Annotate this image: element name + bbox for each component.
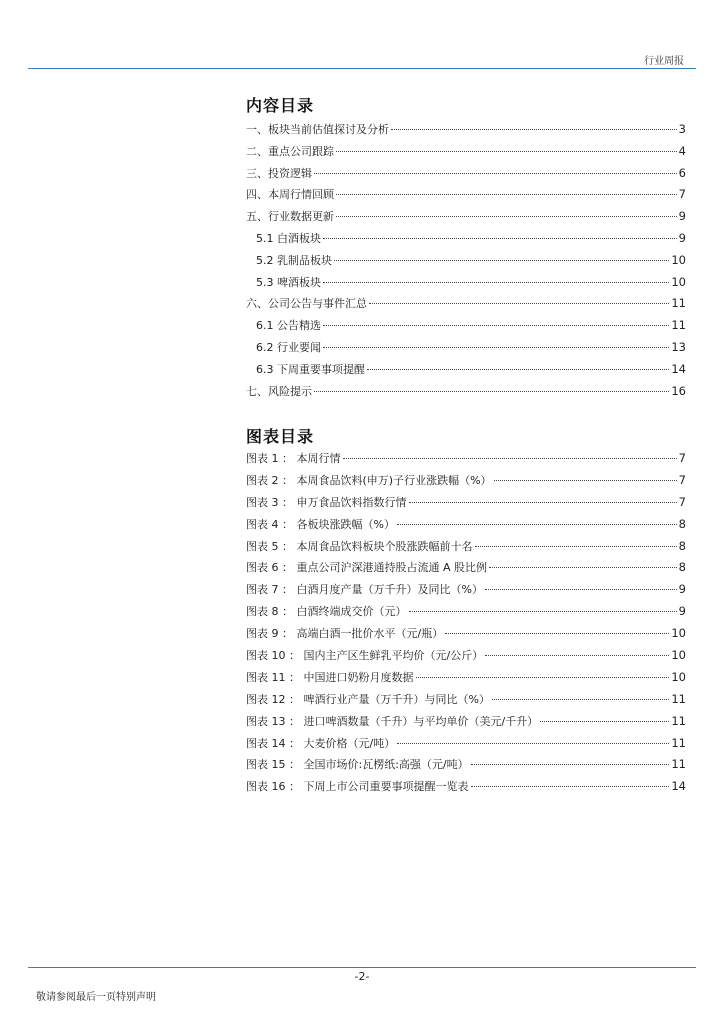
figure-entry-page-number: 8 (678, 538, 686, 553)
dot-leader (343, 458, 677, 459)
contents-entry-label: 5.3 啤酒板块 (256, 275, 321, 289)
figure-entry-page-number: 9 (678, 582, 686, 597)
figure-entry-label: 图表 8 ： 白酒终端成交价（元） (246, 605, 407, 619)
contents-entry-page-number: 11 (671, 296, 686, 311)
figure-entry[interactable] (246, 647, 686, 669)
contents-entry-page-number: 10 (671, 274, 686, 289)
contents-entry-label: 七、风险提示 (246, 384, 312, 398)
contents-entry-page-number: 3 (678, 122, 686, 136)
contents-entry[interactable] (246, 295, 686, 317)
figure-entry[interactable] (246, 516, 686, 538)
contents-entry[interactable] (246, 252, 686, 274)
contents-entry-label: 五、行业数据更新 (246, 210, 334, 224)
contents-entry[interactable] (246, 361, 686, 383)
contents-entry-label: 四、本周行情回顾 (246, 188, 334, 202)
dot-leader (492, 699, 669, 700)
dot-leader (485, 589, 677, 590)
figure-entry-page-number: 11 (671, 691, 686, 706)
figure-entry[interactable] (246, 669, 686, 691)
figure-entry[interactable] (246, 450, 686, 472)
figure-entry-label: 图表 15 ： 全国市场价:瓦楞纸:高强（元/吨） (246, 758, 469, 772)
contents-entry-page-number: 13 (671, 339, 686, 354)
contents-entry-label: 一、板块当前估值探讨及分析 (246, 123, 389, 136)
contents-entry[interactable] (246, 339, 686, 361)
figure-entry-page-number: 10 (671, 648, 686, 663)
dot-leader (489, 567, 677, 568)
contents-entry-label: 三、投资逻辑 (246, 166, 312, 180)
dot-leader (475, 546, 677, 547)
figure-entry-page-number: 10 (671, 669, 686, 684)
contents-entry[interactable] (246, 208, 686, 230)
figure-entry-page-number: 14 (671, 779, 686, 794)
contents-entry[interactable] (246, 165, 686, 187)
contents-entry-label: 6.1 公告精选 (256, 319, 321, 333)
figure-entry-label: 图表 2 ： 本周食品饮料(申万)子行业涨跌幅（%） (246, 473, 492, 487)
figure-entry[interactable] (246, 581, 686, 603)
contents-entry-label: 5.2 乳制品板块 (256, 253, 332, 267)
figure-entry[interactable] (246, 735, 686, 757)
dot-leader (397, 743, 669, 744)
dot-leader (336, 151, 677, 152)
contents-entry[interactable] (246, 186, 686, 208)
dot-leader (334, 260, 669, 261)
figure-entry-label: 图表 16 ： 下周上市公司重要事项提醒一览表 (246, 780, 469, 794)
dot-leader (471, 786, 670, 787)
figure-entry-label: 图表 6 ： 重点公司沪深港通持股占流通 A 股比例 (246, 561, 488, 575)
dot-leader (471, 764, 670, 765)
contents-entry-label: 二、重点公司跟踪 (246, 144, 334, 158)
header-report-type: 行业周报 (644, 56, 684, 67)
figure-entry-page-number: 8 (678, 516, 686, 531)
contents-entry-page-number: 7 (678, 187, 686, 202)
figure-entry-page-number: 7 (678, 494, 686, 509)
figure-entry-page-number: 8 (678, 560, 686, 575)
figure-entry-label: 图表 1 ： 本周行情 (246, 452, 341, 465)
dot-leader (540, 721, 669, 722)
figure-entry-label: 图表 10 ： 国内主产区生鲜乳平均价（元/公斤） (246, 649, 484, 663)
dot-leader (445, 633, 669, 634)
figure-entry[interactable] (246, 778, 686, 800)
figure-entry-label: 图表 13 ： 进口啤酒数量（千升）与平均单价（美元/千升） (246, 714, 539, 728)
header-divider (28, 68, 696, 69)
dot-leader (409, 502, 677, 503)
figure-entry[interactable] (246, 713, 686, 735)
figure-entry[interactable] (246, 603, 686, 625)
figure-entry[interactable] (246, 538, 686, 560)
contents-entry[interactable] (246, 317, 686, 339)
contents-entry[interactable] (246, 274, 686, 296)
figure-entry-page-number: 9 (678, 604, 686, 619)
contents-entry[interactable] (246, 121, 686, 143)
figures-title: 图表目录 (246, 427, 315, 446)
contents-entry-page-number: 4 (678, 143, 686, 158)
page-number: -2- (354, 970, 370, 983)
figures-list (246, 450, 686, 800)
contents-entry-page-number: 9 (678, 209, 686, 224)
contents-entry-page-number: 16 (671, 383, 686, 398)
contents-title: 内容目录 (246, 96, 315, 115)
dot-leader (416, 677, 670, 678)
contents-entry-page-number: 6 (678, 165, 686, 180)
dot-leader (409, 611, 677, 612)
dot-leader (391, 129, 677, 130)
figure-entry-label: 图表 3 ： 申万食品饮料指数行情 (246, 495, 407, 509)
contents-entry-label: 6.2 行业要闻 (256, 340, 321, 354)
contents-entry-page-number: 14 (671, 361, 686, 376)
figure-entry-label: 图表 7 ： 白酒月度产量（万千升）及同比（%） (246, 583, 483, 597)
dot-leader (323, 238, 677, 239)
figure-entry-page-number: 11 (671, 735, 686, 750)
figure-entry-label: 图表 11 ： 中国进口奶粉月度数据 (246, 670, 414, 684)
figure-entry-label: 图表 5 ： 本周食品饮料板块个股涨跌幅前十名 (246, 539, 473, 553)
dot-leader (397, 524, 677, 525)
contents-entry-page-number: 10 (671, 252, 686, 267)
contents-entry-page-number: 9 (678, 230, 686, 245)
contents-entry-label: 5.1 白酒板块 (256, 231, 321, 245)
contents-entry[interactable] (246, 143, 686, 165)
dot-leader (323, 347, 669, 348)
contents-entry[interactable] (246, 230, 686, 252)
dot-leader (323, 282, 669, 283)
figure-entry-page-number: 10 (671, 626, 686, 641)
figure-entry[interactable] (246, 559, 686, 581)
figure-entry-label: 图表 4 ： 各板块涨跌幅（%） (246, 517, 395, 531)
footer-divider (28, 967, 696, 968)
contents-entry-label: 6.3 下周重要事项提醒 (256, 362, 365, 376)
dot-leader (485, 655, 669, 656)
figure-entry[interactable] (246, 494, 686, 516)
figure-entry-label: 图表 14 ： 大麦价格（元/吨） (246, 736, 396, 750)
figure-entry-page-number: 11 (671, 757, 686, 772)
dot-leader (314, 391, 669, 392)
dot-leader (367, 369, 669, 370)
dot-leader (494, 480, 677, 481)
figure-entry-label: 图表 12 ： 啤酒行业产量（万千升）与同比（%） (246, 692, 490, 706)
dot-leader (336, 194, 677, 195)
figure-entry-page-number: 7 (678, 472, 686, 487)
contents-entry[interactable] (246, 383, 686, 405)
disclaimer-note: 敬请参阅最后一页特别声明 (36, 992, 156, 1003)
figure-entry-page-number: 11 (671, 713, 686, 728)
contents-list (246, 121, 686, 404)
figure-entry[interactable] (246, 756, 686, 778)
figure-entry[interactable] (246, 691, 686, 713)
figure-entry[interactable] (246, 625, 686, 647)
figure-entry[interactable] (246, 472, 686, 494)
dot-leader (336, 216, 677, 217)
contents-entry-label: 六、公司公告与事件汇总 (246, 297, 367, 311)
dot-leader (314, 173, 677, 174)
dot-leader (323, 325, 669, 326)
dot-leader (369, 303, 669, 304)
figure-entry-label: 图表 9 ： 高端白酒一批价水平（元/瓶） (246, 627, 444, 641)
figure-entry-page-number: 7 (678, 451, 686, 465)
contents-entry-page-number: 11 (671, 318, 686, 333)
